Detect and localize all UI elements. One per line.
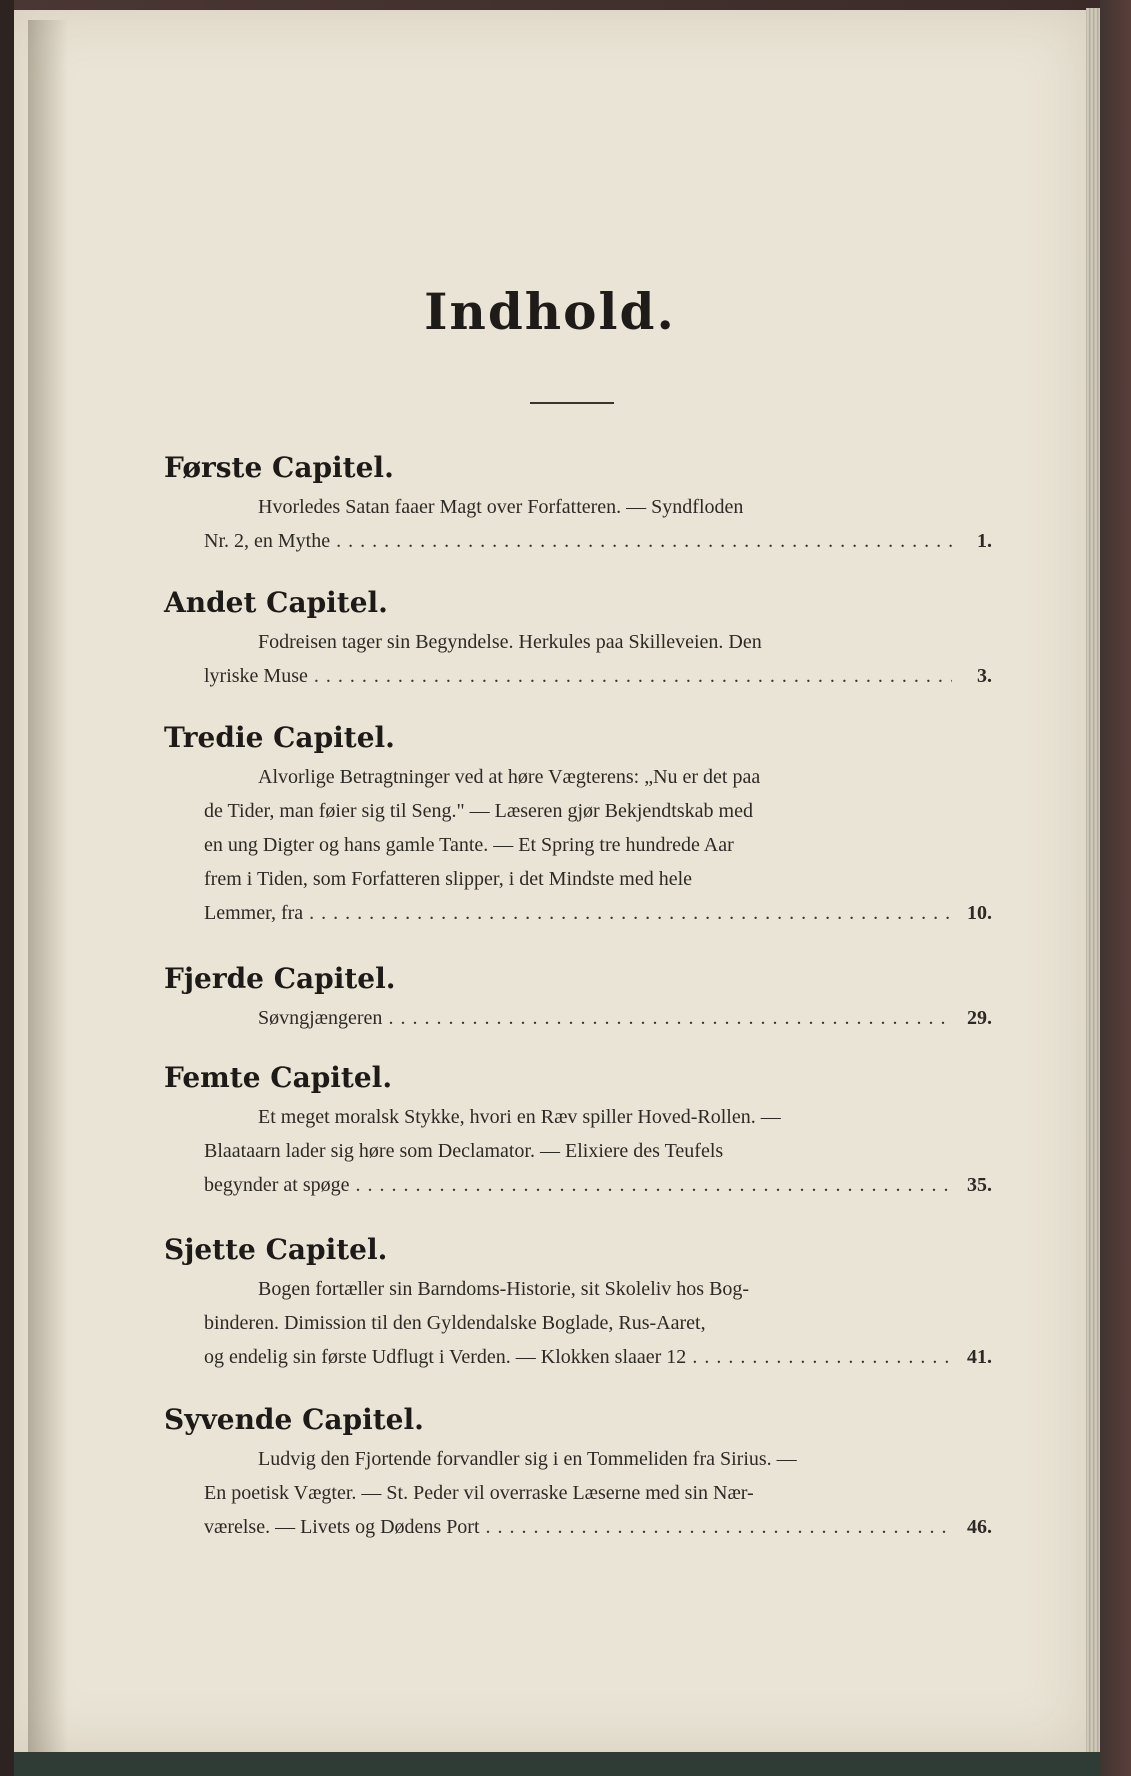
chapter-heading: Sjette Capitel.	[164, 1233, 388, 1266]
summary-line: Et meget moralsk Stykke, hvori en Ræv spiller Hoved-Rollen. —	[258, 1106, 781, 1128]
summary-line: Ludvig den Fjortende forvandler sig i en Tommeliden fra Sirius. —	[258, 1448, 797, 1470]
summary-line: en ung Digter og hans gamle Tante. — Et Spring tre hundrede Aar	[204, 834, 734, 856]
chapter-summary	[164, 1442, 992, 1544]
toc-chapter-6	[164, 1232, 992, 1374]
summary-line: binderen. Dimission til den Gyldendalske Boglade, Rus-Aaret,	[204, 1312, 706, 1334]
page-number: 46.	[967, 1516, 992, 1538]
summary-line: Bogen fortæller sin Barndoms-Historie, sit Skoleliv hos Bog-	[258, 1278, 750, 1300]
table-of-contents	[14, 10, 1086, 1752]
summary-line: og endelig sin første Udflugt i Verden. — Klokken slaaer 12	[204, 1346, 687, 1368]
page-number: 29.	[967, 1007, 992, 1029]
toc-chapter-5	[164, 1060, 992, 1202]
summary-last-line	[164, 1001, 992, 1035]
page-number: 10.	[967, 902, 992, 924]
dot-leader	[314, 659, 952, 693]
title-divider	[530, 402, 614, 404]
chapter-summary	[164, 1001, 992, 1035]
page-number: 41.	[967, 1346, 992, 1368]
summary-line: En poetisk Vægter. — St. Peder vil overraske Læserne med sin Nær-	[204, 1482, 754, 1504]
summary-line: Søvngjængeren	[258, 1007, 383, 1029]
summary-last-line	[164, 524, 992, 558]
toc-chapter-3	[164, 720, 992, 930]
summary-last-line	[164, 1168, 992, 1202]
page-title: Indhold.	[424, 282, 676, 341]
summary-line: Hvorledes Satan faaer Magt over Forfatteren. — Syndfloden	[258, 496, 744, 518]
toc-chapter-4	[164, 961, 992, 1035]
page-stack-edge	[1086, 8, 1100, 1756]
summary-line: lyriske Muse	[204, 665, 308, 687]
page-number: 3.	[977, 665, 992, 687]
summary-line: Fodreisen tager sin Begyndelse. Herkules paa Skilleveien. Den	[258, 631, 762, 653]
dot-leader	[356, 1168, 952, 1202]
chapter-summary	[164, 1100, 992, 1202]
summary-last-line	[164, 659, 992, 693]
dot-leader	[309, 896, 952, 930]
chapter-summary	[164, 625, 992, 693]
toc-chapter-1	[164, 450, 992, 558]
page-paper	[14, 10, 1092, 1752]
summary-line: begynder at spøge	[204, 1174, 350, 1196]
summary-line: værelse. — Livets og Dødens Port	[204, 1516, 480, 1538]
chapter-summary	[164, 1272, 992, 1374]
dot-leader	[692, 1340, 952, 1374]
binding-strip	[0, 0, 14, 1776]
chapter-heading: Første Capitel.	[164, 451, 394, 484]
dot-leader	[486, 1510, 952, 1544]
book-bottom-edge	[14, 1752, 1100, 1776]
summary-line: de Tider, man føier sig til Seng." — Læseren gjør Bekjendtskab med	[204, 800, 753, 822]
toc-chapter-7	[164, 1402, 992, 1544]
summary-last-line	[164, 1340, 992, 1374]
book-cover-edge	[1100, 0, 1131, 1776]
summary-last-line	[164, 1510, 992, 1544]
summary-last-line	[164, 896, 992, 930]
chapter-heading: Tredie Capitel.	[164, 721, 395, 754]
toc-chapter-2	[164, 585, 992, 693]
chapter-heading: Fjerde Capitel.	[164, 962, 396, 995]
chapter-heading: Femte Capitel.	[164, 1061, 393, 1094]
summary-line: Nr. 2, en Mythe	[204, 530, 331, 552]
summary-line: frem i Tiden, som Forfatteren slipper, i det Mindste med hele	[204, 868, 693, 890]
chapter-heading: Andet Capitel.	[164, 586, 388, 619]
summary-line: Alvorlige Betragtninger ved at høre Vægterens: „Nu er det paa	[258, 766, 761, 788]
page-number: 1.	[977, 530, 992, 552]
summary-line: Lemmer, fra	[204, 902, 304, 924]
chapter-summary	[164, 760, 992, 930]
page-number: 35.	[967, 1174, 992, 1196]
dot-leader	[388, 1001, 952, 1035]
chapter-heading: Syvende Capitel.	[164, 1403, 424, 1436]
summary-line: Blaataarn lader sig høre som Declamator. — Elixiere des Teufels	[204, 1140, 724, 1162]
dot-leader	[336, 524, 952, 558]
chapter-summary	[164, 490, 992, 558]
